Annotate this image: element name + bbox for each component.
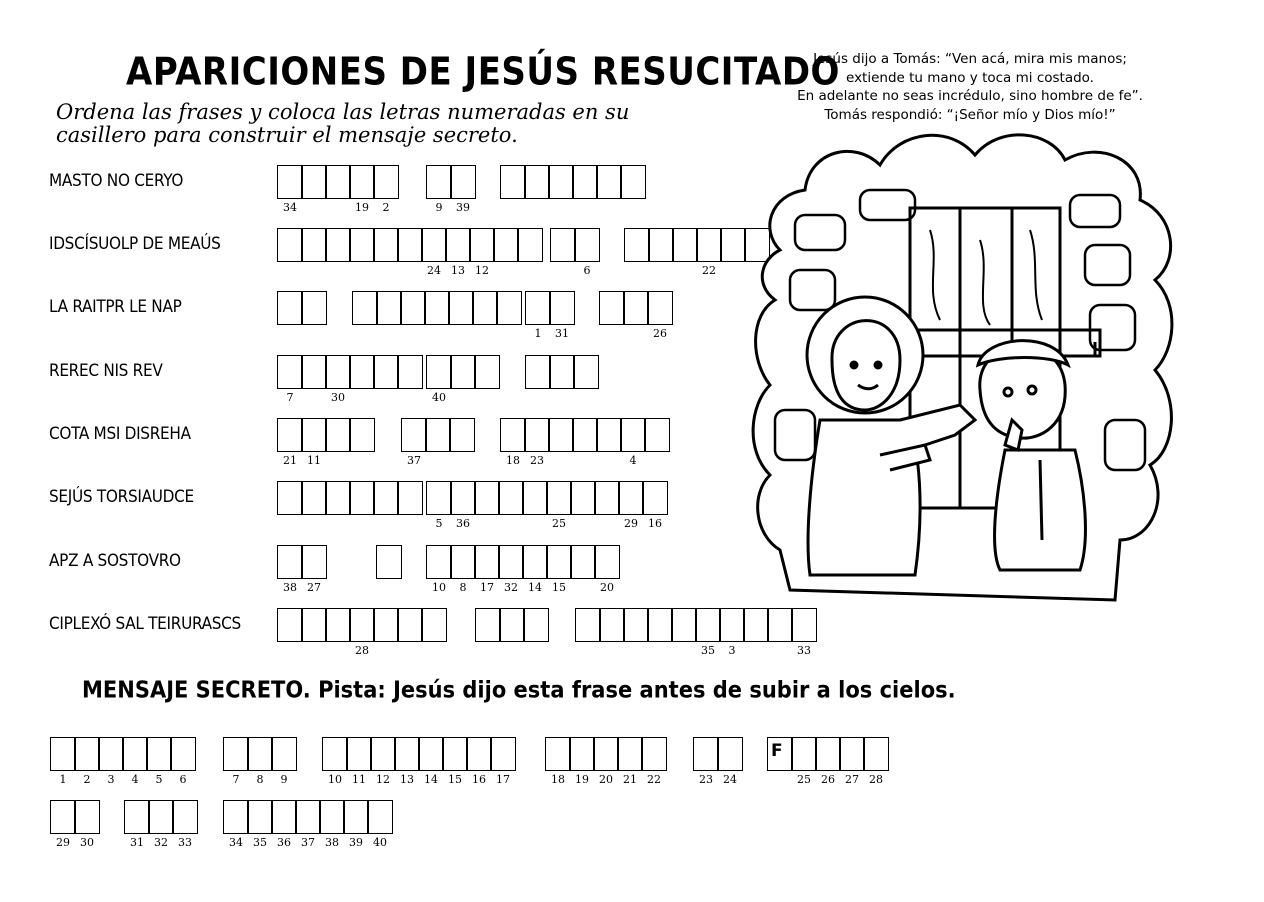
- letter-box[interactable]: [349, 165, 375, 214]
- letter-number: 32: [154, 836, 168, 849]
- letter-number: 30: [80, 836, 94, 849]
- letter-box[interactable]: [421, 608, 447, 642]
- letter-box[interactable]: [450, 481, 476, 530]
- letter-box[interactable]: [74, 800, 100, 849]
- letter-number: 18: [506, 454, 520, 467]
- letter-box[interactable]: [373, 228, 399, 262]
- letter-number: 22: [647, 773, 661, 786]
- letter-number: 13: [400, 773, 414, 786]
- letter-number: 16: [648, 517, 662, 530]
- letter-box[interactable]: [301, 481, 327, 515]
- scrambled-phrase: IDSCÍSUOLP DE MEAÚS: [49, 234, 221, 254]
- letter-box[interactable]: [499, 608, 525, 642]
- answer-word: [50, 800, 100, 849]
- letter-number: 31: [555, 327, 569, 340]
- letter-number: 37: [407, 454, 421, 467]
- letter-box[interactable]: [223, 800, 249, 849]
- letter-box[interactable]: [277, 545, 303, 594]
- letter-box[interactable]: [617, 737, 643, 786]
- letter-box[interactable]: [815, 737, 841, 786]
- letter-box[interactable]: [469, 228, 495, 277]
- letter-number: 24: [723, 773, 737, 786]
- letter-box[interactable]: [124, 800, 150, 849]
- letter-box[interactable]: [671, 608, 697, 642]
- secret-message-heading: MENSAJE SECRETO. Pista: Jesús dijo esta frase antes de subir a los cielos.: [82, 676, 956, 703]
- letter-box[interactable]: [572, 418, 598, 452]
- letter-box[interactable]: [525, 291, 551, 340]
- answer-word: [525, 291, 575, 340]
- letter-box[interactable]: [642, 481, 668, 530]
- letter-box[interactable]: [426, 165, 452, 214]
- letter-number: 12: [376, 773, 390, 786]
- letter-box[interactable]: [401, 418, 427, 467]
- letter-number: 5: [155, 773, 163, 786]
- letter-box[interactable]: [301, 418, 327, 467]
- letter-box[interactable]: [450, 545, 476, 594]
- letter-box[interactable]: [466, 737, 492, 786]
- letter-box[interactable]: [572, 165, 598, 199]
- letter-box[interactable]: [50, 800, 76, 849]
- answer-word: [223, 737, 297, 786]
- letter-box[interactable]: [647, 608, 673, 642]
- scrambled-phrase: LA RAITPR LE NAP: [49, 297, 182, 317]
- letter-box[interactable]: [647, 291, 673, 340]
- letter-box[interactable]: [146, 737, 172, 786]
- letter-number: 39: [349, 836, 363, 849]
- answer-word: [545, 737, 667, 786]
- letter-number: 10: [328, 773, 342, 786]
- scrambled-phrase: CIPLEXÓ SAL TEIRURASCS: [49, 614, 241, 634]
- letter-number: 17: [480, 581, 494, 594]
- letter-number: 31: [130, 836, 144, 849]
- letter-box[interactable]: [421, 228, 447, 277]
- letter-box[interactable]: [325, 228, 351, 262]
- letter-number: 25: [797, 773, 811, 786]
- letter-box[interactable]: [599, 608, 625, 642]
- letter-number: 28: [355, 644, 369, 657]
- letter-number: 24: [427, 264, 441, 277]
- letter-box[interactable]: [325, 165, 351, 199]
- letter-box[interactable]: [122, 737, 148, 786]
- letter-number: 20: [599, 773, 613, 786]
- letter-box[interactable]: [271, 737, 297, 786]
- letter-number: 15: [552, 581, 566, 594]
- letter-box[interactable]: [426, 481, 452, 530]
- letter-number: 6: [583, 264, 591, 277]
- letter-box[interactable]: [475, 608, 501, 642]
- letter-box[interactable]: [549, 291, 575, 340]
- letter-box[interactable]: [620, 418, 646, 467]
- answer-word: [277, 481, 423, 515]
- letter-number: 8: [256, 773, 264, 786]
- letter-number: 27: [845, 773, 859, 786]
- letter-number: 18: [551, 773, 565, 786]
- letter-box[interactable]: [524, 418, 550, 467]
- letter-box[interactable]: [373, 355, 399, 389]
- letter-box[interactable]: [367, 800, 393, 849]
- letter-box[interactable]: [546, 545, 572, 594]
- letter-box[interactable]: [743, 608, 769, 642]
- answer-word: [475, 608, 549, 642]
- letter-box[interactable]: [498, 545, 524, 594]
- letter-box[interactable]: [394, 737, 420, 786]
- letter-box[interactable]: [549, 355, 575, 389]
- letter-box[interactable]: [301, 291, 327, 325]
- letter-box[interactable]: [376, 545, 402, 579]
- letter-box[interactable]: [247, 737, 273, 786]
- instructions-line: casillero para construir el mensaje secreto.: [56, 123, 518, 147]
- letter-box[interactable]: [450, 165, 476, 214]
- letter-box[interactable]: [426, 355, 452, 404]
- letter-box[interactable]: [325, 481, 351, 515]
- letter-number: 2: [83, 773, 91, 786]
- letter-number: 3: [107, 773, 115, 786]
- letter-box[interactable]: [322, 737, 348, 786]
- jesus-and-thomas-illustration: [750, 120, 1180, 610]
- quote-line: En adelante no seas incrédulo, sino hombre de fe”.: [797, 88, 1143, 104]
- letter-number: 34: [283, 201, 297, 214]
- letter-box[interactable]: [74, 737, 100, 786]
- answer-word: [500, 418, 670, 467]
- scrambled-phrase: MASTO NO CERYO: [49, 171, 184, 191]
- letter-box[interactable]: [546, 481, 572, 530]
- letter-box[interactable]: [472, 291, 498, 325]
- scrambled-phrase: REREC NIS REV: [49, 361, 163, 381]
- letter-box[interactable]: [373, 608, 399, 642]
- letter-box[interactable]: [277, 355, 303, 404]
- answer-word: [277, 545, 327, 594]
- letter-number: 19: [575, 773, 589, 786]
- letter-box[interactable]: [352, 291, 378, 325]
- letter-number: 35: [701, 644, 715, 657]
- answer-word: [426, 545, 620, 594]
- letter-box[interactable]: [767, 608, 793, 642]
- letter-box[interactable]: [449, 418, 475, 452]
- letter-box[interactable]: [474, 545, 500, 594]
- letter-box[interactable]: [524, 165, 550, 199]
- letter-number: 1: [534, 327, 542, 340]
- letter-number: 7: [232, 773, 240, 786]
- letter-box[interactable]: [319, 800, 345, 849]
- letter-box[interactable]: [618, 481, 644, 530]
- answer-word: [426, 355, 500, 404]
- letter-number: 23: [699, 773, 713, 786]
- letter-number: 23: [530, 454, 544, 467]
- letter-number: 25: [552, 517, 566, 530]
- answer-word: [426, 165, 476, 214]
- letter-box[interactable]: [301, 165, 327, 199]
- letter-box[interactable]: [442, 737, 468, 786]
- scrambled-phrase: COTA MSI DISREHA: [49, 424, 191, 444]
- letter-box[interactable]: [599, 291, 625, 325]
- letter-box[interactable]: [594, 481, 620, 515]
- letter-box[interactable]: [301, 355, 327, 389]
- letter-number: 34: [229, 836, 243, 849]
- letter-number: 10: [432, 581, 446, 594]
- letter-box[interactable]: [620, 165, 646, 199]
- letter-box[interactable]: [349, 481, 375, 515]
- letter-number: 5: [435, 517, 443, 530]
- letter-box[interactable]: [50, 737, 76, 786]
- secret-message-row: [0, 737, 1264, 786]
- letter-box[interactable]: [570, 481, 596, 515]
- letter-box[interactable]: [593, 737, 619, 786]
- letter-box[interactable]: [550, 228, 576, 262]
- letter-box[interactable]: [493, 228, 519, 262]
- letter-number: 28: [869, 773, 883, 786]
- scrambled-phrase: SEJÚS TORSIAUDCE: [49, 487, 194, 507]
- letter-box[interactable]: [490, 737, 516, 786]
- letter-box[interactable]: [548, 165, 574, 199]
- letter-number: 11: [307, 454, 321, 467]
- scrambled-phrase: APZ A SOSTOVRO: [49, 551, 181, 571]
- letter-box[interactable]: [277, 228, 303, 262]
- letter-box[interactable]: [349, 608, 375, 657]
- letter-box[interactable]: [277, 481, 303, 515]
- answer-word: [223, 800, 393, 849]
- letter-box[interactable]: [517, 228, 543, 262]
- letter-box[interactable]: [791, 737, 817, 786]
- letter-number: 36: [277, 836, 291, 849]
- answer-word: [277, 165, 399, 214]
- letter-box[interactable]: [397, 228, 423, 262]
- letter-number: 33: [178, 836, 192, 849]
- letter-box[interactable]: [693, 737, 719, 786]
- quote-line: Jesús dijo a Tomás: “Ven acá, mira mis manos;: [813, 51, 1127, 67]
- answer-word: [277, 228, 543, 277]
- letter-box[interactable]: [397, 608, 423, 642]
- letter-box[interactable]: [277, 418, 303, 467]
- letter-box[interactable]: [247, 800, 273, 849]
- letter-box[interactable]: [343, 800, 369, 849]
- answer-word: [599, 291, 673, 340]
- answer-word: [277, 418, 375, 467]
- letter-box[interactable]: [573, 355, 599, 389]
- worksheet-title: APARICIONES DE JESÚS RESUCITADO: [126, 50, 840, 95]
- letter-box[interactable]: [445, 228, 471, 277]
- letter-box[interactable]: [425, 418, 451, 452]
- letter-box[interactable]: [594, 545, 620, 594]
- letter-number: 16: [472, 773, 486, 786]
- letter-number: 2: [382, 201, 390, 214]
- letter-number: 26: [653, 327, 667, 340]
- letter-box[interactable]: [277, 291, 303, 325]
- letter-box[interactable]: [397, 355, 423, 389]
- letter-box[interactable]: [474, 355, 500, 389]
- letter-number: 38: [325, 836, 339, 849]
- letter-box[interactable]: [500, 418, 526, 467]
- letter-box[interactable]: [525, 355, 551, 389]
- letter-number: 40: [432, 391, 446, 404]
- letter-number: 40: [373, 836, 387, 849]
- letter-number: 9: [280, 773, 288, 786]
- letter-box[interactable]: [325, 608, 351, 642]
- secret-message-row: [0, 800, 1264, 849]
- letter-box[interactable]: [644, 418, 670, 452]
- letter-number: 33: [797, 644, 811, 657]
- letter-box[interactable]: [370, 737, 396, 786]
- answer-word: [624, 228, 770, 277]
- quote-line: Tomás respondió: “¡Señor mío y Dios mío!”: [824, 106, 1116, 123]
- letter-number: 27: [307, 581, 321, 594]
- letter-number: 37: [301, 836, 315, 849]
- letter-box[interactable]: [301, 228, 327, 262]
- letter-number: 13: [451, 264, 465, 277]
- letter-number: 6: [179, 773, 187, 786]
- letter-box[interactable]: [496, 291, 522, 325]
- answer-word: [322, 737, 516, 786]
- letter-box[interactable]: [301, 545, 327, 594]
- letter-box[interactable]: [301, 608, 327, 642]
- letter-box[interactable]: [397, 481, 423, 515]
- letter-box[interactable]: [570, 545, 596, 579]
- answer-word: [767, 737, 889, 786]
- letter-box[interactable]: [325, 418, 351, 452]
- answer-word: [550, 228, 600, 277]
- letter-box[interactable]: [148, 800, 174, 849]
- letter-number: 22: [702, 264, 716, 277]
- letter-number: 36: [456, 517, 470, 530]
- letter-box[interactable]: [373, 165, 399, 214]
- letter-box[interactable]: [720, 228, 746, 262]
- letter-number: 39: [456, 201, 470, 214]
- letter-number: 17: [496, 773, 510, 786]
- letter-number: 4: [629, 454, 637, 467]
- letter-box[interactable]: [349, 418, 375, 452]
- letter-box[interactable]: [98, 737, 124, 786]
- instructions-line: Ordena las frases y coloca las letras numeradas en su: [56, 100, 630, 124]
- letter-number: 15: [448, 773, 462, 786]
- answer-word: [401, 418, 475, 467]
- letter-box[interactable]: [522, 545, 548, 594]
- answer-word: [352, 291, 522, 325]
- letter-box[interactable]: [170, 737, 196, 786]
- letter-box[interactable]: [523, 608, 549, 642]
- answer-word: [693, 737, 743, 786]
- letter-box[interactable]: [376, 291, 402, 325]
- letter-box[interactable]: [641, 737, 667, 786]
- letter-box[interactable]: [767, 737, 793, 771]
- letter-box[interactable]: [426, 545, 452, 594]
- letter-number: 32: [504, 581, 518, 594]
- letter-box[interactable]: [424, 291, 450, 325]
- answer-word: [376, 545, 402, 579]
- letter-box[interactable]: [624, 228, 650, 262]
- letter-number: 21: [623, 773, 637, 786]
- letter-box[interactable]: [839, 737, 865, 786]
- bible-quote: [760, 50, 1180, 124]
- letter-number: 1: [59, 773, 67, 786]
- answer-word: [575, 608, 817, 657]
- answer-word: [124, 800, 198, 849]
- instructions: [56, 101, 756, 147]
- letter-box[interactable]: [277, 165, 303, 214]
- letter-box[interactable]: [271, 800, 297, 849]
- letter-box[interactable]: [418, 737, 444, 786]
- letter-box[interactable]: [277, 608, 303, 642]
- letter-number: 21: [283, 454, 297, 467]
- answer-word: [277, 608, 447, 657]
- letter-number: 14: [528, 581, 542, 594]
- letter-box[interactable]: [569, 737, 595, 786]
- answer-word: [500, 165, 646, 199]
- letter-box[interactable]: [863, 737, 889, 786]
- letter-box[interactable]: [574, 228, 600, 277]
- letter-box[interactable]: [545, 737, 571, 786]
- answer-word: [50, 737, 196, 786]
- letter-number: 7: [286, 391, 294, 404]
- answer-word: [277, 355, 423, 404]
- letter-number: 29: [624, 517, 638, 530]
- letter-box[interactable]: [791, 608, 817, 657]
- given-letter: F: [771, 741, 783, 761]
- letter-box[interactable]: [349, 228, 375, 262]
- letter-box[interactable]: [696, 228, 722, 277]
- quote-line: extiende tu mano y toca mi costado.: [846, 69, 1094, 86]
- letter-box[interactable]: [373, 481, 399, 515]
- letter-number: 4: [131, 773, 139, 786]
- letter-box[interactable]: [717, 737, 743, 786]
- letter-number: 12: [475, 264, 489, 277]
- answer-word: [426, 481, 668, 530]
- letter-box[interactable]: [450, 355, 476, 389]
- letter-box[interactable]: [172, 800, 198, 849]
- letter-number: 38: [283, 581, 297, 594]
- letter-box[interactable]: [500, 165, 526, 199]
- letter-box[interactable]: [648, 228, 674, 262]
- letter-box[interactable]: [575, 608, 601, 642]
- letter-box[interactable]: [623, 291, 649, 325]
- letter-box[interactable]: [695, 608, 721, 657]
- letter-box[interactable]: [474, 481, 500, 515]
- letter-number: 29: [56, 836, 70, 849]
- letter-box[interactable]: [719, 608, 745, 657]
- letter-number: 9: [435, 201, 443, 214]
- letter-box[interactable]: [295, 800, 321, 849]
- letter-box[interactable]: [325, 355, 351, 404]
- letter-box[interactable]: [498, 481, 524, 515]
- puzzle-row: [0, 608, 1264, 657]
- letter-number: 20: [600, 581, 614, 594]
- letter-number: 11: [352, 773, 366, 786]
- letter-number: 19: [355, 201, 369, 214]
- answer-word: [277, 291, 327, 325]
- letter-box[interactable]: [672, 228, 698, 262]
- letter-box[interactable]: [400, 291, 426, 325]
- letter-box[interactable]: [346, 737, 372, 786]
- letter-number: 35: [253, 836, 267, 849]
- letter-box[interactable]: [448, 291, 474, 325]
- answer-word: [525, 355, 599, 389]
- letter-number: 30: [331, 391, 345, 404]
- letter-box[interactable]: [349, 355, 375, 389]
- letter-box[interactable]: [596, 165, 622, 199]
- letter-box[interactable]: [522, 481, 548, 515]
- letter-box[interactable]: [223, 737, 249, 786]
- letter-number: 8: [459, 581, 467, 594]
- letter-box[interactable]: [623, 608, 649, 642]
- letter-number: 3: [728, 644, 736, 657]
- letter-box[interactable]: [596, 418, 622, 452]
- letter-number: 14: [424, 773, 438, 786]
- letter-number: 26: [821, 773, 835, 786]
- letter-box[interactable]: [548, 418, 574, 452]
